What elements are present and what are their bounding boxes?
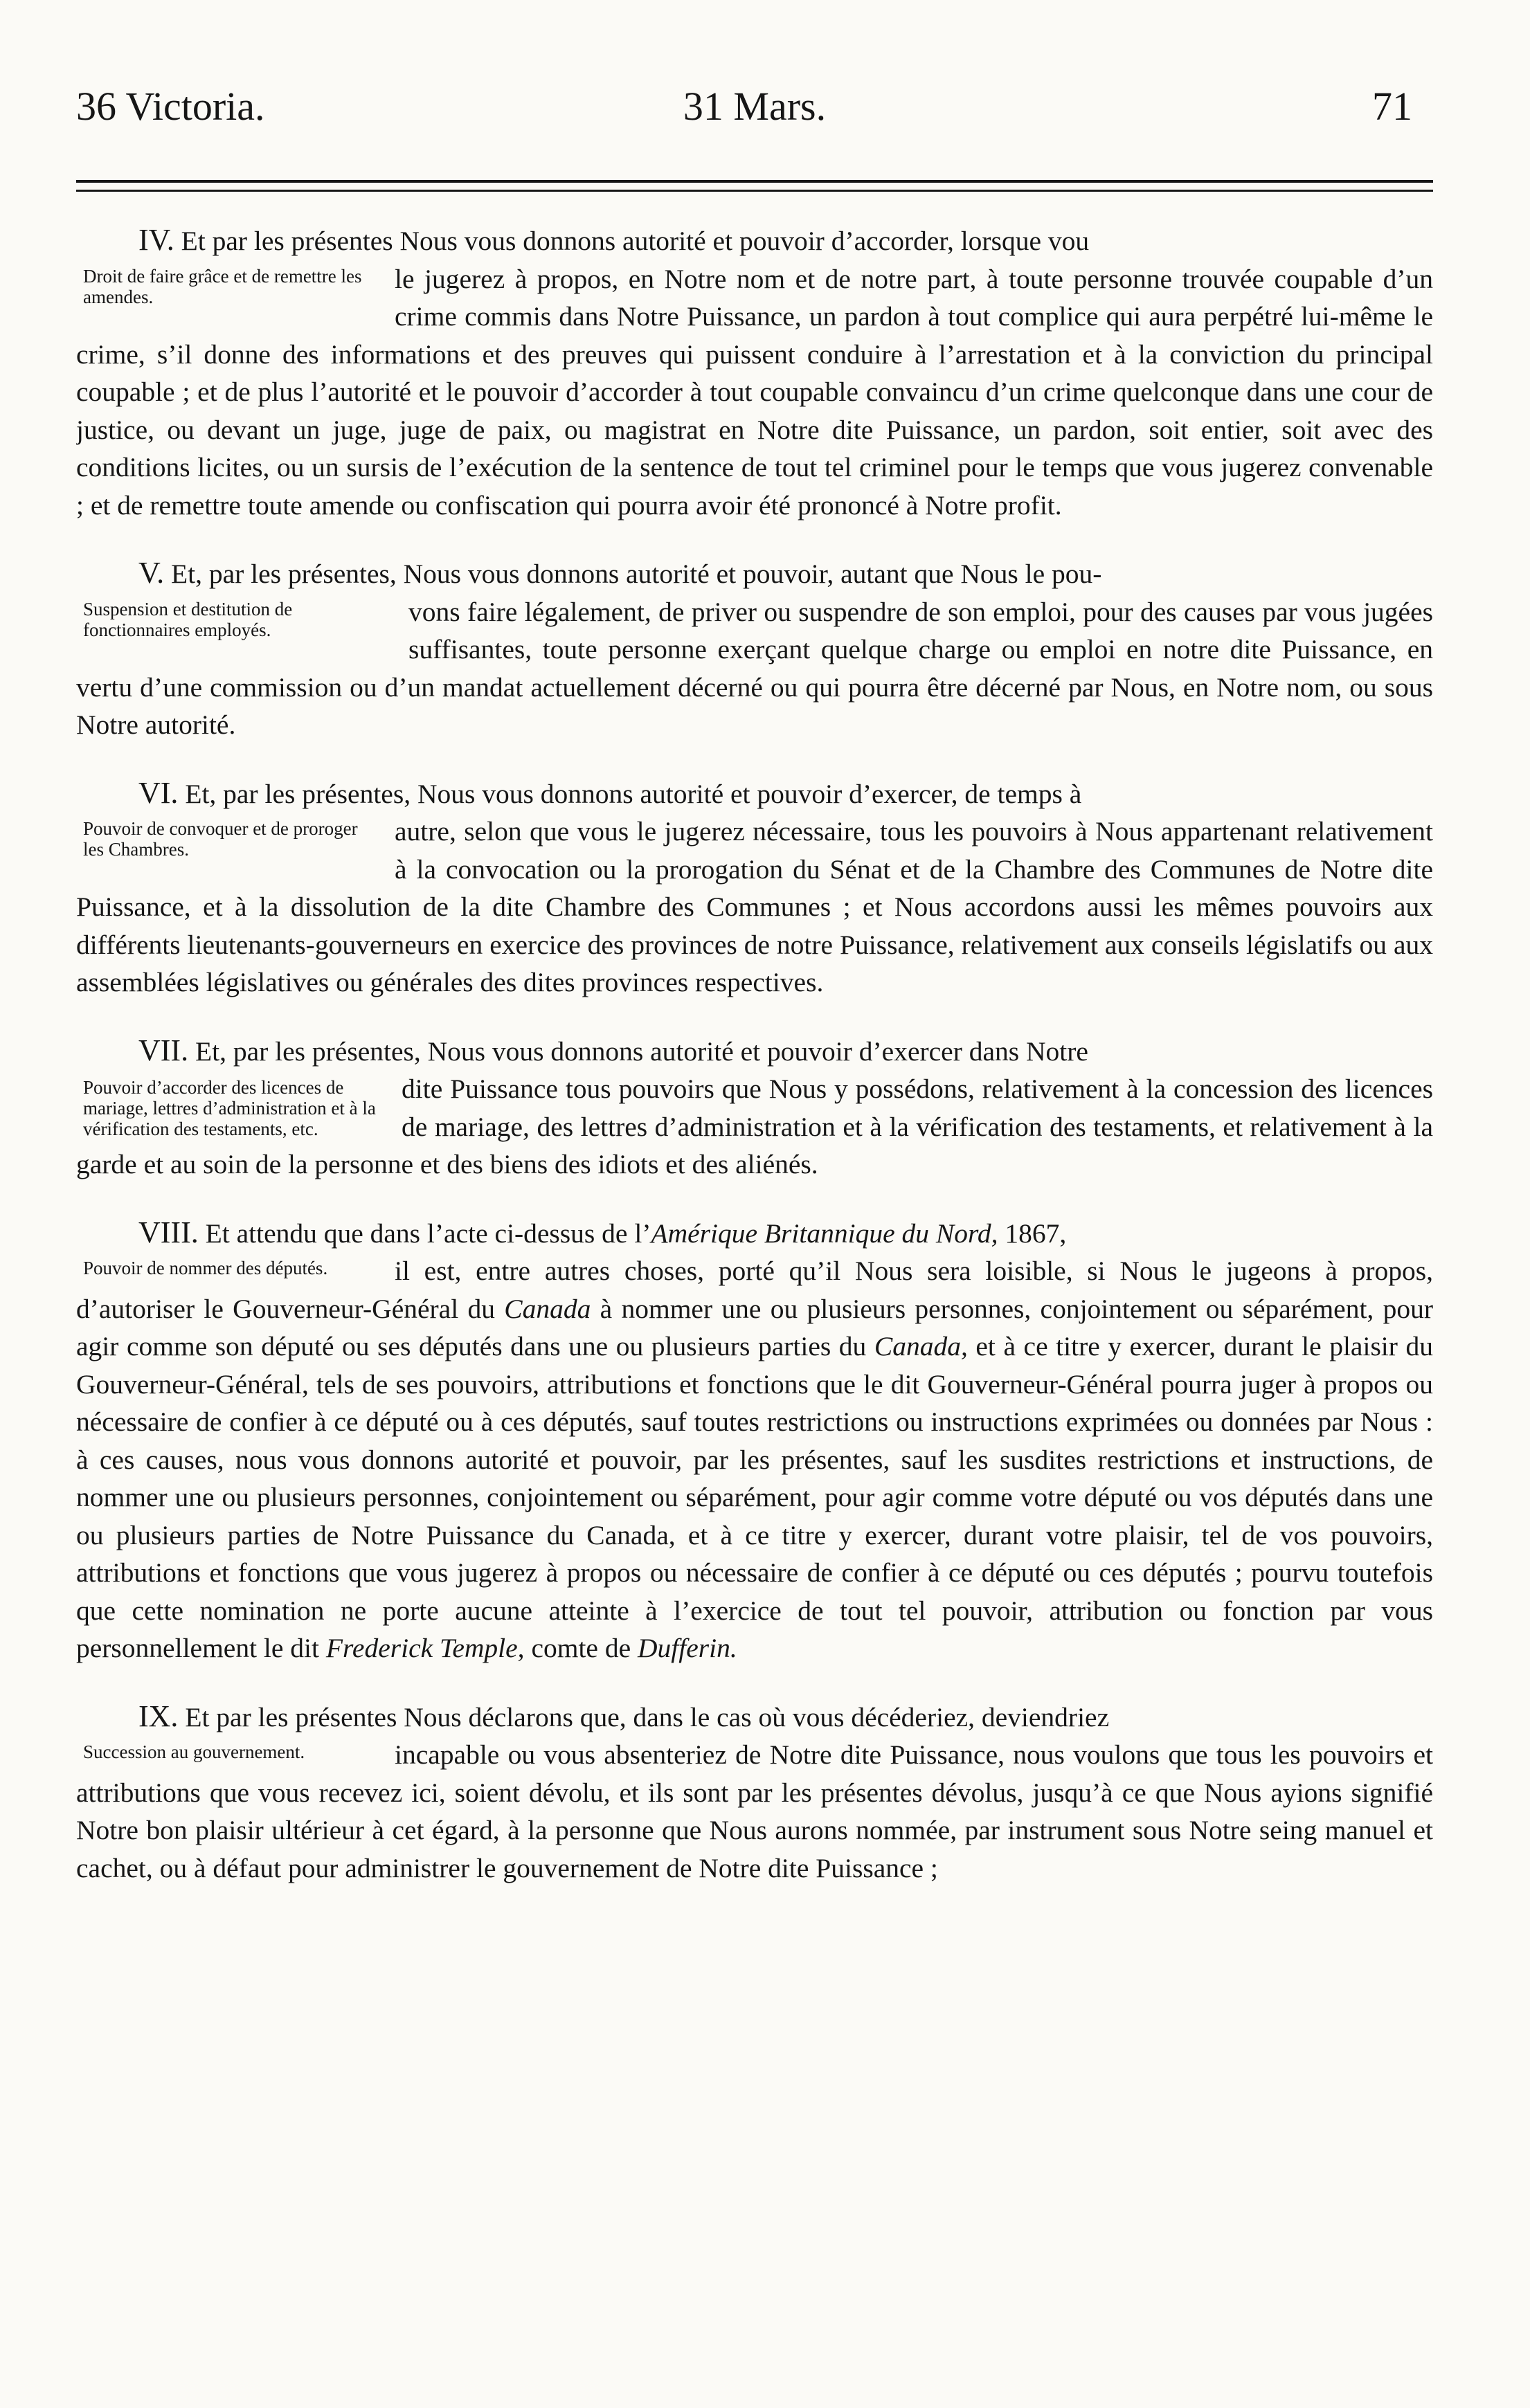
section-vii xyxy=(76,1032,1433,1184)
section-lead xyxy=(76,1698,1433,1737)
margin-note: Succession au gouvernement. xyxy=(83,1741,305,1762)
section-number: IV. xyxy=(138,223,174,257)
section-lead-text: Et, par les présentes, Nous vous donnons autorité et pouvoir d’exercer, de temps à xyxy=(185,778,1082,809)
header-date: 31 Mars. xyxy=(683,84,827,129)
margin-note: Pouvoir de convoquer et de proroger les Chambres. xyxy=(83,818,358,860)
header-regnal-year: 36 Victoria. xyxy=(76,84,265,129)
section-lead xyxy=(76,775,1433,813)
title-name: Dufferin. xyxy=(637,1633,737,1663)
margin-note: Pouvoir de nommer des députés. xyxy=(83,1258,328,1278)
section-ix xyxy=(76,1698,1433,1888)
section-viii xyxy=(76,1214,1433,1667)
section-number: VI. xyxy=(138,775,179,810)
section-text: vons faire légalement, de priver ou suspendre de son emploi, pour des causes par vous jugées suffisantes, toute personne exerçant quelque charge ou emploi en notre dite Puissance, en vertu d’une commission ou d’un mandat actuellement décerné ou qui pourra être décerné par Nous, en Notre nom, ou sous Notre autorité. xyxy=(76,596,1433,740)
person-name: Frederick Temple, xyxy=(325,1633,525,1663)
section-number: V. xyxy=(138,556,165,590)
section-lead-text: Et, par les présentes, Nous vous donnons autorité et pouvoir, autant que Nous le pou- xyxy=(170,559,1102,589)
header-rule-bottom xyxy=(76,190,1433,192)
section-v xyxy=(76,554,1433,744)
section-text: dite Puissance tous pouvoirs que Nous y possédons, relativement à la concession des licences de mariage, des lettres d’administration et à la vérification des testaments, et relativement à la garde et au soin de la personne et des biens des idiots et des aliénés. xyxy=(76,1074,1433,1179)
section-text: comte de xyxy=(524,1633,638,1663)
section-iv xyxy=(76,221,1433,524)
section-lead-text: Et par les présentes Nous vous donnons autorité et pouvoir d’accorder, lorsque vou xyxy=(181,226,1090,256)
section-lead-text: Et, par les présentes, Nous vous donnons autorité et pouvoir d’exercer dans Notre xyxy=(195,1035,1088,1067)
page-header xyxy=(76,83,1433,150)
section-text: autre, selon que vous le jugerez nécessaire, tous les pouvoirs à Nous appartenant relativement à la convocation ou la prorogation du Sénat et de la Chambre des Communes de Notre dite Puissance, et à la dissolution de la dite Chambre des Communes ; et Nous accordons aussi les mêmes pouvoirs aux différents lieutenants-gouverneurs en exercice des provinces de notre Puissance, relativement aux conseils législatifs ou aux assemblées législatives ou générales des dites provinces respectives. xyxy=(76,816,1433,997)
header-rule-top xyxy=(76,180,1433,183)
act-year: 1867, xyxy=(998,1217,1067,1249)
section-text: le jugerez à propos, en Notre nom et de notre part, à toute personne trouvée coupable d’un crime commis dans Notre Puissance, un pardon à tout complice qui aura perpétré lui-même le crime, s’il donne des informations et des preuves qui puissent conduire à l’arrestation et à la conviction du principal coupable ; et de plus l’autorité et le pouvoir d’accorder à tout coupable convaincu d’un crime quelconque dans une cour de justice, ou devant un juge, juge de paix, ou magistrat en Notre dite Puissance, un pardon, soit entier, soit avec des conditions licites, ou un sursis de l’exécution de la sentence de tout tel criminel pour le temps que vous jugerez convenable ; et de remettre toute amende ou confiscation qui pourra avoir été prononcé à Notre profit. xyxy=(76,263,1433,520)
section-text: il est, entre autres choses, porté qu’il Nous sera loisible, si Nous le jugeons à propos, d’autoriser le Gouverneur-Général du xyxy=(76,1256,1433,1324)
section-number: VIII. xyxy=(138,1215,199,1249)
section-lead-text: Et par les présentes Nous déclarons que, dans le cas où vous décéderiez, deviendriez xyxy=(185,1701,1110,1732)
place-name: Canada, xyxy=(874,1331,968,1361)
section-text: à nommer une ou plusieurs personnes, conjointement ou séparément, pour agir comme son député ou ses députés dans une ou plusieurs parties du xyxy=(76,1293,1433,1361)
page-number: 71 xyxy=(1372,84,1412,129)
section-text: incapable ou vous absenteriez de Notre dite Puissance, nous voulons que tous les pouvoirs et attributions que vous recevez ici, soient dévolu, et ils sont par les présentes dévolus, jusqu’à ce que Nous ayions signifié Notre bon plaisir ultérieur à cet égard, à la personne que Nous aurons nommée, par instrument sous Notre seing manuel et cachet, ou à défaut pour administrer le gouvernement de Notre dite Puissance ; xyxy=(76,1739,1433,1883)
section-lead xyxy=(76,1032,1433,1071)
section-lead xyxy=(76,221,1433,260)
document-page xyxy=(76,83,1433,2339)
section-number: IX. xyxy=(138,1699,179,1733)
section-lead xyxy=(76,1214,1433,1253)
document-body xyxy=(76,221,1433,1917)
margin-note: Pouvoir d’accorder des licences de mariage, lettres d’administration et à la vérification des testaments, etc. xyxy=(83,1077,376,1139)
section-number: VII. xyxy=(138,1033,189,1067)
section-vi xyxy=(76,775,1433,1002)
section-lead xyxy=(76,554,1433,593)
margin-note: Droit de faire grâce et de remettre les amendes. xyxy=(83,265,362,307)
section-lead-text: Et attendu que dans l’acte ci-dessus de l’ xyxy=(205,1217,651,1249)
section-text: et à ce titre y exercer, durant le plaisir du Gouverneur-Général, tels de ses pouvoirs, attributions et fonctions que le dit Gouverneur-Général pourra juger à propos ou nécessaire de confier à ce député ou à ces députés, sauf toutes restrictions ou instructions exprimées ou données par Nous : à ces causes, nous vous donnons autorité et pouvoir, par les présentes, sauf les susdites restrictions et instructions, de nommer une ou plusieurs personnes, conjointement ou séparément, pour agir comme votre député ou vos députés dans une ou plusieurs parties de Notre Puissance du Canada, et à ce titre y exercer, durant votre plaisir, tel de vos pouvoirs, attributions et fonctions que vous jugerez à propos ou nécessaire de confier à ce député ou ces députés ; pourvu toutefois que cette nomination ne porte aucune atteinte à l’exercice de tout tel pouvoir, attribution ou fonction par vous personnellement le dit xyxy=(76,1331,1433,1663)
place-name: Canada xyxy=(504,1293,591,1324)
act-title: Amérique Britannique du Nord, xyxy=(651,1217,998,1249)
margin-note: Suspension et destitution de fonctionnaires employés. xyxy=(83,598,293,640)
